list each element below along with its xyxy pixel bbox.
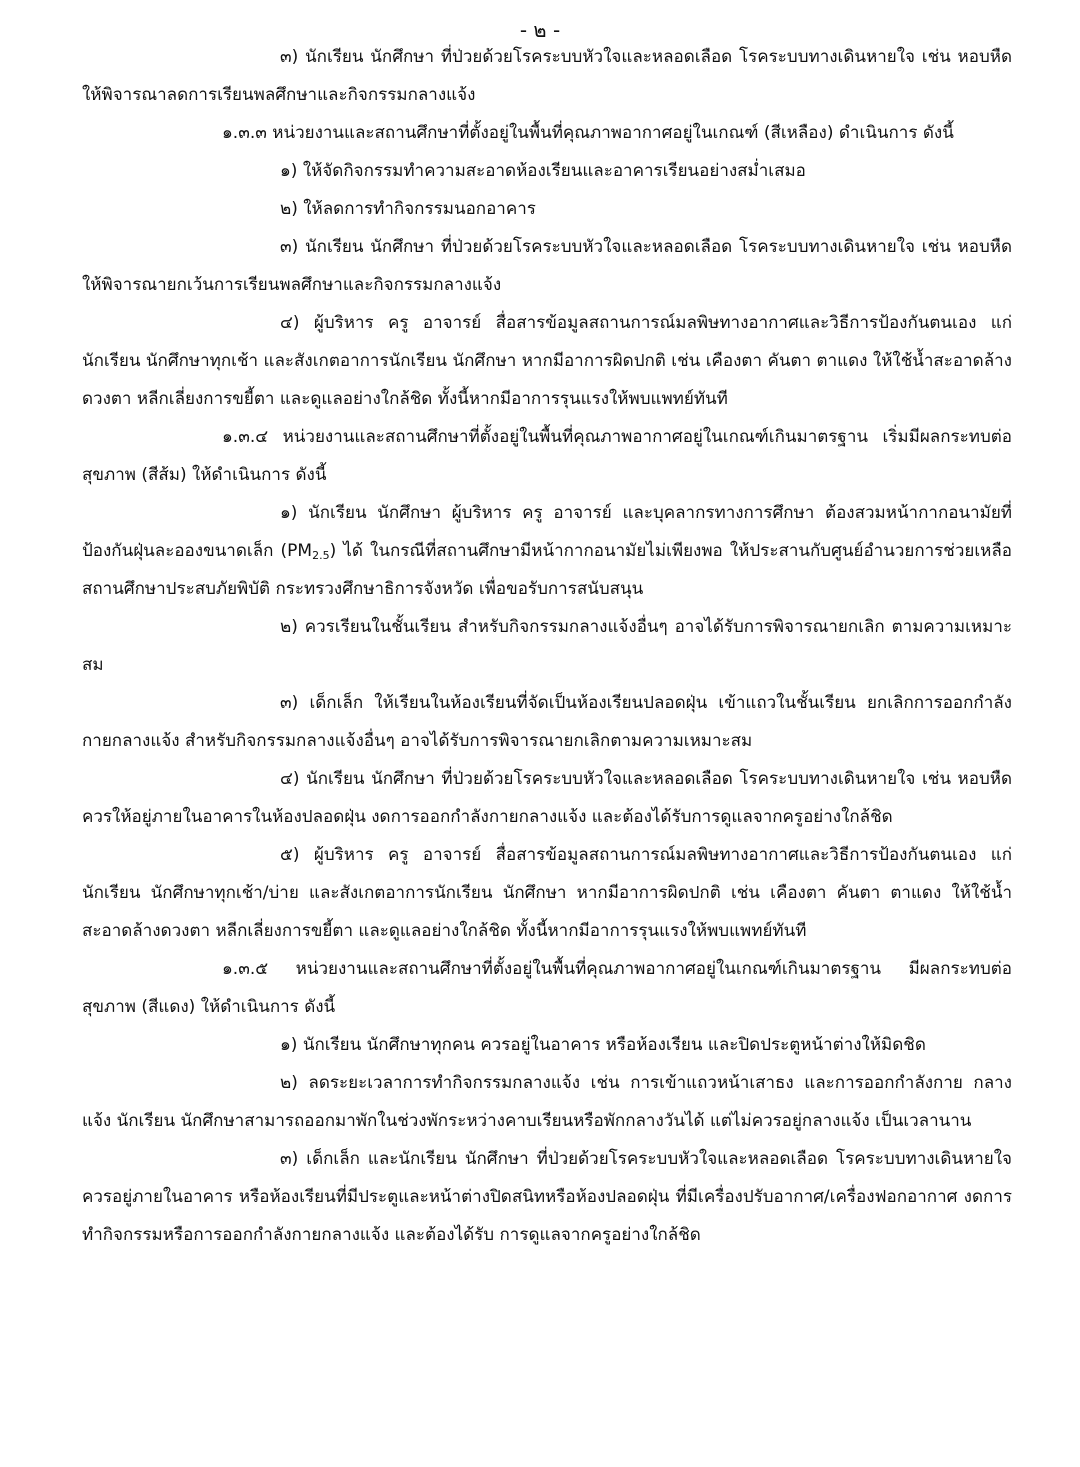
paragraph-1-3-2-item-3: ๓) นักเรียน นักศึกษา ที่ป่วยด้วยโรคระบบหัวใจและหลอดเลือด โรคระบบทางเดินหายใจ เช่น หอบหืด ให้พิจารณาลดการเรียนพลศึกษาและกิจกรรมกลางแจ้ง	[82, 47, 1012, 105]
page-number: - ๒ -	[519, 18, 561, 42]
paragraph-1-3-4-item-3: ๓) เด็กเล็ก ให้เรียนในห้องเรียนที่จัดเป็นห้องเรียนปลอดฝุ่น เข้าแถวในชั้นเรียน ยกเลิกการออกกำลังกายกลางแจ้ง สำหรับกิจกรรมกลางแจ้งอื่นๆ อาจได้รับการพิจารณายกเลิกตามความเหมาะสม	[82, 693, 1012, 751]
section-1-3-5-heading: ๑.๓.๕ หน่วยงานและสถานศึกษาที่ตั้งอยู่ในพื้นที่คุณภาพอากาศอยู่ในเกณฑ์เกินมาตรฐาน มีผลกระทบต่อสุขภาพ (สีแดง) ให้ดำเนินการ ดังนี้	[82, 959, 1012, 1017]
paragraph-1-3-4-item-4: ๔) นักเรียน นักศึกษา ที่ป่วยด้วยโรคระบบหัวใจและหลอดเลือด โรคระบบทางเดินหายใจ เช่น หอบหืด ควรให้อยู่ภายในอาคารในห้องปลอดฝุ่น งดการออกกำลังกายกลางแจ้ง และต้องได้รับการดูแลจากครูอย่างใกล้ชิด	[82, 769, 1012, 827]
section-1-3-3-heading: ๑.๓.๓ หน่วยงานและสถานศึกษาที่ตั้งอยู่ในพื้นที่คุณภาพอากาศอยู่ในเกณฑ์ (สีเหลือง) ดำเนินการ ดังนี้	[222, 123, 954, 143]
paragraph-1-3-5-item-3: ๓) เด็กเล็ก และนักเรียน นักศึกษา ที่ป่วยด้วยโรคระบบหัวใจและหลอดเลือด โรคระบบทางเดินหายใจ ควรอยู่ภายในอาคาร หรือห้องเรียนที่มีประตูและหน้าต่างปิดสนิทหรือห้องปลอดฝุ่น ที่มีเครื่องปรับอากาศ/เครื่องฟอกอากาศ งดการทำกิจกรรมหรือการออกกำลังกายกลางแจ้ง และต้องได้รับ การดูแลจากครูอย่างใกล้ชิด	[82, 1149, 1012, 1245]
paragraph-1-3-3-item-3: ๓) นักเรียน นักศึกษา ที่ป่วยด้วยโรคระบบหัวใจและหลอดเลือด โรคระบบทางเดินหายใจ เช่น หอบหืด ให้พิจารณายกเว้นการเรียนพลศึกษาและกิจกรรมกลางแจ้ง	[82, 237, 1012, 295]
paragraph-1-3-5-item-1: ๑) นักเรียน นักศึกษาทุกคน ควรอยู่ในอาคาร หรือห้องเรียน และปิดประตูหน้าต่างให้มิดชิด	[280, 1035, 926, 1055]
pm-subscript: 2.5	[312, 549, 330, 562]
paragraph-1-3-3-item-1: ๑) ให้จัดกิจกรรมทำความสะอาดห้องเรียนและอาคารเรียนอย่างสม่ำเสมอ	[280, 161, 806, 181]
pm-text-after: ) ได้ ในกรณีที่สถานศึกษามีหน้ากากอนามัยไม่เพียงพอ ให้ประสานกับศูนย์อำนวยการช่วยเหลือสถานศึกษาประสบภัยพิบัติ กระทรวงศึกษาธิการจังหวัด เพื่อขอรับการสนับสนุน	[82, 541, 1012, 599]
pm-text-before: ๑) นักเรียน นักศึกษา ผู้บริหาร ครู อาจารย์ และบุคลากรทางการศึกษา ต้องสวมหน้ากากอนามัยที่ป้องกันฝุ่นละอองขนาดเล็ก (PM	[82, 503, 1012, 561]
paragraph-1-3-3-item-2: ๒) ให้ลดการทำกิจกรรมนอกอาคาร	[280, 199, 536, 219]
paragraph-1-3-5-item-2: ๒) ลดระยะเวลาการทำกิจกรรมกลางแจ้ง เช่น การเข้าแถวหน้าเสาธง และการออกกำลังกาย กลางแจ้ง นักเรียน นักศึกษาสามารถออกมาพักในช่วงพักระหว่างคาบเรียนหรือพักกลางวันได้ แต่ไม่ควรอยู่กลางแจ้ง เป็นเวลานาน	[82, 1073, 1012, 1131]
section-1-3-4-heading: ๑.๓.๔ หน่วยงานและสถานศึกษาที่ตั้งอยู่ในพื้นที่คุณภาพอากาศอยู่ในเกณฑ์เกินมาตรฐาน เริ่มมีผลกระทบต่อสุขภาพ (สีส้ม) ให้ดำเนินการ ดังนี้	[82, 427, 1012, 485]
document-body	[82, 38, 1012, 1254]
paragraph-1-3-4-item-1	[82, 494, 1012, 608]
paragraph-1-3-4-item-2: ๒) ควรเรียนในชั้นเรียน สำหรับกิจกรรมกลางแจ้งอื่นๆ อาจได้รับการพิจารณายกเลิก ตามความเหมาะสม	[82, 617, 1012, 675]
paragraph-1-3-3-item-4: ๔) ผู้บริหาร ครู อาจารย์ สื่อสารข้อมูลสถานการณ์มลพิษทางอากาศและวิธีการป้องกันตนเอง แก่นักเรียน นักศึกษาทุกเช้า และสังเกตอาการนักเรียน นักศึกษา หากมีอาการผิดปกติ เช่น เคืองตา คันตา ตาแดง ให้ใช้น้ำสะอาดล้างดวงตา หลีกเลี่ยงการขยี้ตา และดูแลอย่างใกล้ชิด ทั้งนี้หากมีอาการรุนแรงให้พบแพทย์ทันที	[82, 313, 1012, 409]
paragraph-1-3-4-item-5: ๕) ผู้บริหาร ครู อาจารย์ สื่อสารข้อมูลสถานการณ์มลพิษทางอากาศและวิธีการป้องกันตนเอง แก่นักเรียน นักศึกษาทุกเช้า/บ่าย และสังเกตอาการนักเรียน นักศึกษา หากมีอาการผิดปกติ เช่น เคืองตา คันตา ตาแดง ให้ใช้น้ำสะอาดล้างดวงตา หลีกเลี่ยงการขยี้ตา และดูแลอย่างใกล้ชิด ทั้งนี้หากมีอาการรุนแรงให้พบแพทย์ทันที	[82, 845, 1012, 941]
